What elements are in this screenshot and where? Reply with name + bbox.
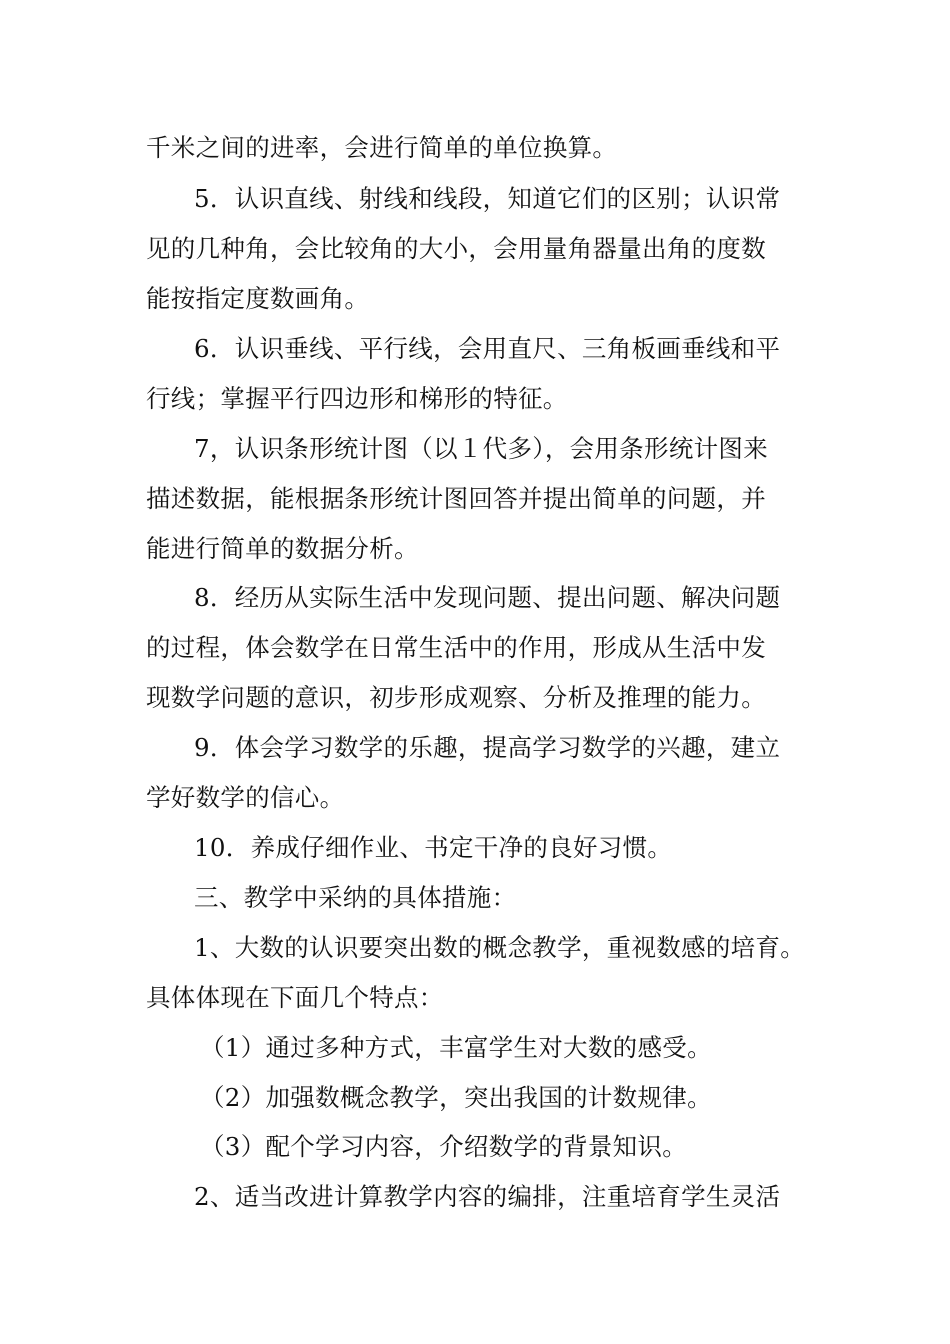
text-line: 8．经历从实际生活中发现问题、提出问题、解决问题 xyxy=(194,583,781,612)
text-line: 2、适当改进计算教学内容的编排，注重培育学生灵活 xyxy=(194,1182,781,1211)
text-line: 6．认识垂线、平行线，会用直尺、三角板画垂线和平 xyxy=(194,334,781,363)
text-line: 9．体会学习数学的乐趣，提高学习数学的兴趣，建立 xyxy=(194,733,781,762)
text-line: 见的几种角，会比较角的大小，会用量角器量出角的度数 xyxy=(146,234,766,263)
list-item: （2）加强数概念教学，突出我国的计数规律。 xyxy=(200,1083,712,1112)
text-line: 能进行简单的数据分析。 xyxy=(146,534,419,563)
text-line: 现数学问题的意识，初步形成观察、分析及推理的能力。 xyxy=(146,683,766,712)
text-line: 行线；掌握平行四边形和梯形的特征。 xyxy=(146,384,568,413)
text-line: 千米之间的进率，会进行简单的单位换算。 xyxy=(146,133,618,162)
text-line: 10．养成仔细作业、书定干净的良好习惯。 xyxy=(194,833,673,862)
text-line: 的过程，体会数学在日常生活中的作用，形成从生活中发 xyxy=(146,633,766,662)
text-line: 描述数据，能根据条形统计图回答并提出简单的问题，并 xyxy=(146,484,766,513)
text-line: 7，认识条形统计图（以１代多），会用条形统计图来 xyxy=(194,434,769,463)
text-line: 具体体现在下面几个特点： xyxy=(146,983,444,1012)
section-heading: 三、教学中采纳的具体措施： xyxy=(194,883,517,912)
text-line: 5．认识直线、射线和线段，知道它们的区别；认识常 xyxy=(194,184,781,213)
list-item: （3）配个学习内容，介绍数学的背景知识。 xyxy=(200,1132,688,1161)
text-line: 学好数学的信心。 xyxy=(146,783,345,812)
text-line: 能按指定度数画角。 xyxy=(146,284,370,313)
list-item: （1）通过多种方式，丰富学生对大数的感受。 xyxy=(200,1033,712,1062)
text-line: 1、大数的认识要突出数的概念教学，重视数感的培育。 xyxy=(194,933,806,962)
